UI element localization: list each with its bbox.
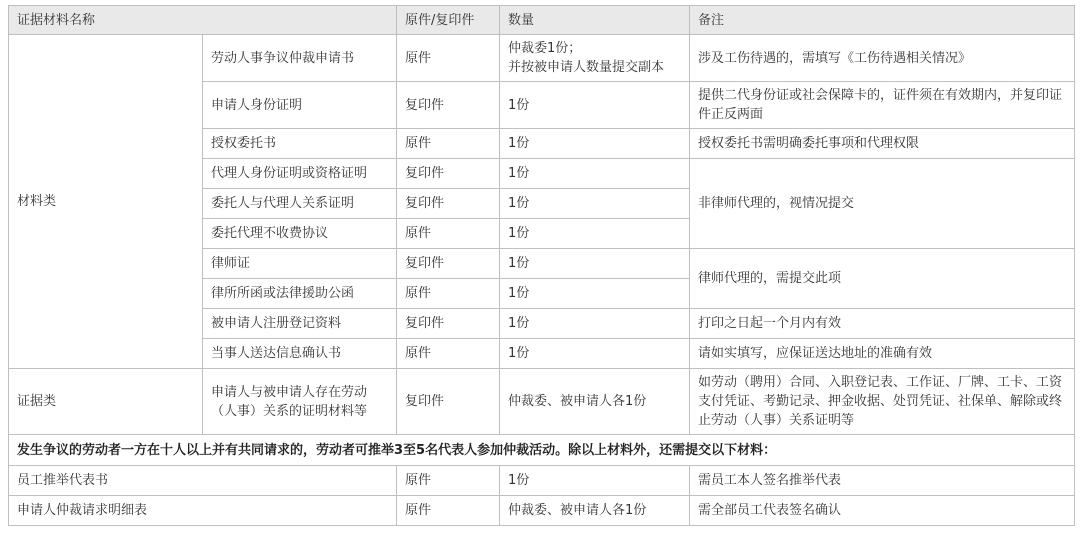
cell-name: 当事人送达信息确认书 (203, 339, 397, 369)
cell-type: 原件 (397, 219, 500, 249)
cell-quantity: 1份 (500, 159, 690, 189)
cell-notes: 请如实填写，应保证送达地址的准确有效 (690, 339, 1075, 369)
cell-name: 律师证 (203, 249, 397, 279)
cell-name: 代理人身份证明或资格证明 (203, 159, 397, 189)
cell-name: 被申请人注册登记资料 (203, 309, 397, 339)
cell-quantity: 仲裁委1份； 并按被申请人数量提交副本 (500, 35, 690, 82)
cell-quantity: 1份 (500, 339, 690, 369)
cell-notes: 授权委托书需明确委托事项和代理权限 (690, 129, 1075, 159)
cell-quantity: 1份 (500, 82, 690, 129)
cell-notes: 打印之日起一个月内有效 (690, 309, 1075, 339)
cell-notes: 如劳动（聘用）合同、入职登记表、工作证、厂牌、工卡、工资支付凭证、考勤记录、押金收据、处罚凭证、社保单、解除或终止劳动（人事）关系证明等 (690, 369, 1075, 435)
cell-name: 授权委托书 (203, 129, 397, 159)
cell-type: 原件 (397, 35, 500, 82)
header-quantity: 数量 (500, 6, 690, 35)
table-row (9, 496, 1075, 526)
cell-type: 原件 (397, 129, 500, 159)
cell-type: 复印件 (397, 369, 500, 435)
cell-name: 申请人仲裁请求明细表 (9, 496, 397, 526)
cell-notes: 涉及工伤待遇的，需填写《工伤待遇相关情况》 (690, 35, 1075, 82)
table-row (9, 369, 1075, 435)
header-notes: 备注 (690, 6, 1075, 35)
cell-type: 复印件 (397, 249, 500, 279)
cell-type: 原件 (397, 279, 500, 309)
cell-type: 复印件 (397, 309, 500, 339)
table-header-row (9, 6, 1075, 35)
cell-quantity: 1份 (500, 466, 690, 496)
cell-notes: 律师代理的，需提交此项 (690, 249, 1075, 309)
cell-name: 委托代理不收费协议 (203, 219, 397, 249)
table-row (9, 35, 1075, 82)
cell-quantity: 仲裁委、被申请人各1份 (500, 369, 690, 435)
cell-name: 律所所函或法律援助公函 (203, 279, 397, 309)
cell-quantity: 1份 (500, 249, 690, 279)
group-label-evidence: 证据类 (9, 369, 203, 435)
cell-type: 复印件 (397, 82, 500, 129)
cell-type: 原件 (397, 496, 500, 526)
cell-name: 员工推举代表书 (9, 466, 397, 496)
cell-name: 委托人与代理人关系证明 (203, 189, 397, 219)
cell-quantity: 1份 (500, 129, 690, 159)
section-note-row (9, 435, 1075, 466)
cell-name: 申请人与被申请人存在劳动（人事）关系的证明材料等 (203, 369, 397, 435)
cell-name: 劳动人事争议仲裁申请书 (203, 35, 397, 82)
cell-quantity: 1份 (500, 309, 690, 339)
cell-notes: 需全部员工代表签名确认 (690, 496, 1075, 526)
cell-quantity: 仲裁委、被申请人各1份 (500, 496, 690, 526)
cell-notes: 提供二代身份证或社会保障卡的，证件须在有效期内，并复印证件正反两面 (690, 82, 1075, 129)
cell-type: 原件 (397, 339, 500, 369)
cell-name: 申请人身份证明 (203, 82, 397, 129)
cell-type: 原件 (397, 466, 500, 496)
materials-table (8, 5, 1075, 526)
cell-notes: 需员工本人签名推举代表 (690, 466, 1075, 496)
cell-quantity: 1份 (500, 279, 690, 309)
group-label-materials: 材料类 (9, 35, 203, 369)
cell-type: 复印件 (397, 159, 500, 189)
table-row (9, 466, 1075, 496)
section-note: 发生争议的劳动者一方在十人以上并有共同请求的，劳动者可推举3至5名代表人参加仲裁活动。除以上材料外，还需提交以下材料： (9, 435, 1075, 466)
cell-type: 复印件 (397, 189, 500, 219)
header-material-name: 证据材料名称 (9, 6, 397, 35)
cell-notes: 非律师代理的，视情况提交 (690, 159, 1075, 249)
header-original-copy: 原件/复印件 (397, 6, 500, 35)
cell-quantity: 1份 (500, 219, 690, 249)
cell-quantity: 1份 (500, 189, 690, 219)
